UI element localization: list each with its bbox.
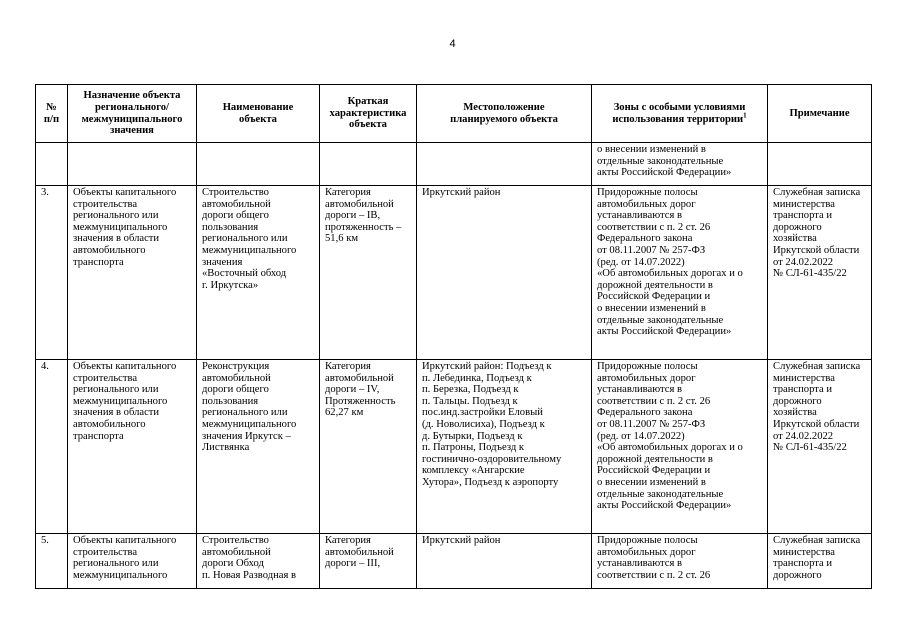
cell-location: Иркутский район (417, 186, 592, 360)
header-row (36, 85, 872, 143)
cell-zones: Придорожные полосы автомобильных дорог устанавливаются в соответствии с п. 2 ст. 26 Федерального закона от 08.11.2007 № 257-ФЗ (ред. от 14.07.2022) «Об автомобильных дорогах и о дорожной деятельности в Российской Федерации и о внесении изменений в отдельные законодательные акты Российской Федерации» (592, 360, 768, 534)
cell-zones: Придорожные полосы автомобильных дорог устанавливаются в соответствии с п. 2 ст. 26 Федерального закона от 08.11.2007 № 257-ФЗ (ред. от 14.07.2022) «Об автомобильных дорогах и о дорожной деятельности в Российской Федерации и о внесении изменений в отдельные законодательные акты Российской Федерации» (592, 186, 768, 360)
header-note: Примечание (768, 85, 872, 143)
cell-name: Строительство автомобильной дороги общего пользования регионального или межмуниципального значения «Восточный обход г. Иркутска» (197, 186, 320, 360)
footnote-mark: 1 (743, 110, 747, 119)
cell-characteristics (320, 143, 417, 186)
cell-purpose: Объекты капитального строительства регионального или межмуниципального значения в области автомобильного транспорта (68, 186, 197, 360)
planned-objects-table (35, 84, 872, 589)
cell-num (36, 143, 68, 186)
header-characteristics: Краткая характеристика объекта (320, 85, 417, 143)
cell-location: Иркутский район (417, 534, 592, 589)
cell-num: 5. (36, 534, 68, 589)
cell-location (417, 143, 592, 186)
cell-characteristics: Категория автомобильной дороги – IV, Протяженность 62,27 км (320, 360, 417, 534)
cell-note: Служебная записка министерства транспорта и дорожного (768, 534, 872, 589)
cell-name: Реконструкция автомобильной дороги общего пользования регионального или межмуниципального значения Иркутск – Листвянка (197, 360, 320, 534)
header-num: № п/п (36, 85, 68, 143)
table-row-continuation (36, 143, 872, 186)
cell-num: 4. (36, 360, 68, 534)
cell-note: Служебная записка министерства транспорта и дорожного хозяйства Иркутской области от 24.02.2022 № СЛ-61-435/22 (768, 186, 872, 360)
cell-zones: о внесении изменений в отдельные законодательные акты Российской Федерации» (592, 143, 768, 186)
cell-purpose: Объекты капитального строительства регионального или межмуниципального значения в области автомобильного транспорта (68, 360, 197, 534)
cell-location: Иркутский район: Подъезд к п. Лебединка, Подъезд к п. Березка, Подъезд к п. Тальцы. Подъезд к пос.инд.застройки Еловый (д. Новолисиха), Подъезд к д. Бутырки, Подъезд к п. Патроны, Подъезд к гостинично-оздоровительному комплексу «Ангарские Хутора», Подъезд к аэропорту (417, 360, 592, 534)
table-row (36, 186, 872, 360)
page-number: 4 (449, 38, 456, 50)
table-row (36, 360, 872, 534)
header-zones: Зоны с особыми условиями использования территории$^1$ (592, 85, 768, 143)
cell-characteristics: Категория автомобильной дороги – III, (320, 534, 417, 589)
cell-characteristics: Категория автомобильной дороги – IB, протяженность – 51,6 км (320, 186, 417, 360)
header-name: Наименование объекта (197, 85, 320, 143)
header-purpose: Назначение объекта регионального/ межмуниципального значения (68, 85, 197, 143)
cell-note: Служебная записка министерства транспорта и дорожного хозяйства Иркутской области от 24.02.2022 № СЛ-61-435/22 (768, 360, 872, 534)
header-location: Местоположение планируемого объекта (417, 85, 592, 143)
cell-purpose (68, 143, 197, 186)
cell-zones: Придорожные полосы автомобильных дорог устанавливаются в соответствии с п. 2 ст. 26 (592, 534, 768, 589)
cell-name (197, 143, 320, 186)
cell-name: Строительство автомобильной дороги Обход п. Новая Разводная в (197, 534, 320, 589)
cell-note (768, 143, 872, 186)
cell-num: 3. (36, 186, 68, 360)
table-row (36, 534, 872, 589)
cell-purpose: Объекты капитального строительства регионального или межмуниципального (68, 534, 197, 589)
